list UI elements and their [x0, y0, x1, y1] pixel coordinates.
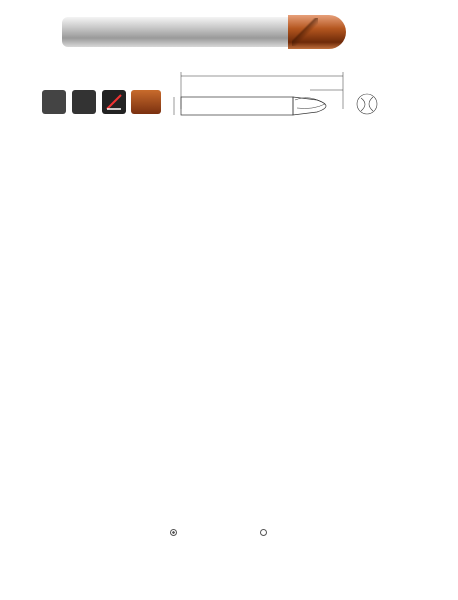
legend-suitable	[260, 529, 267, 538]
tool-image-shank	[62, 17, 292, 47]
hrc-badge	[72, 90, 96, 114]
dimension-diagram	[165, 64, 385, 136]
helix-angle-icon	[102, 90, 126, 114]
nano-grain-badge	[42, 90, 66, 114]
coating-badge	[131, 90, 161, 114]
helix-angle-badge	[102, 90, 126, 114]
suitable-icon	[260, 529, 267, 536]
tool-image-flute	[292, 18, 318, 46]
legend-recommend	[170, 529, 177, 538]
recommend-icon	[170, 529, 177, 536]
